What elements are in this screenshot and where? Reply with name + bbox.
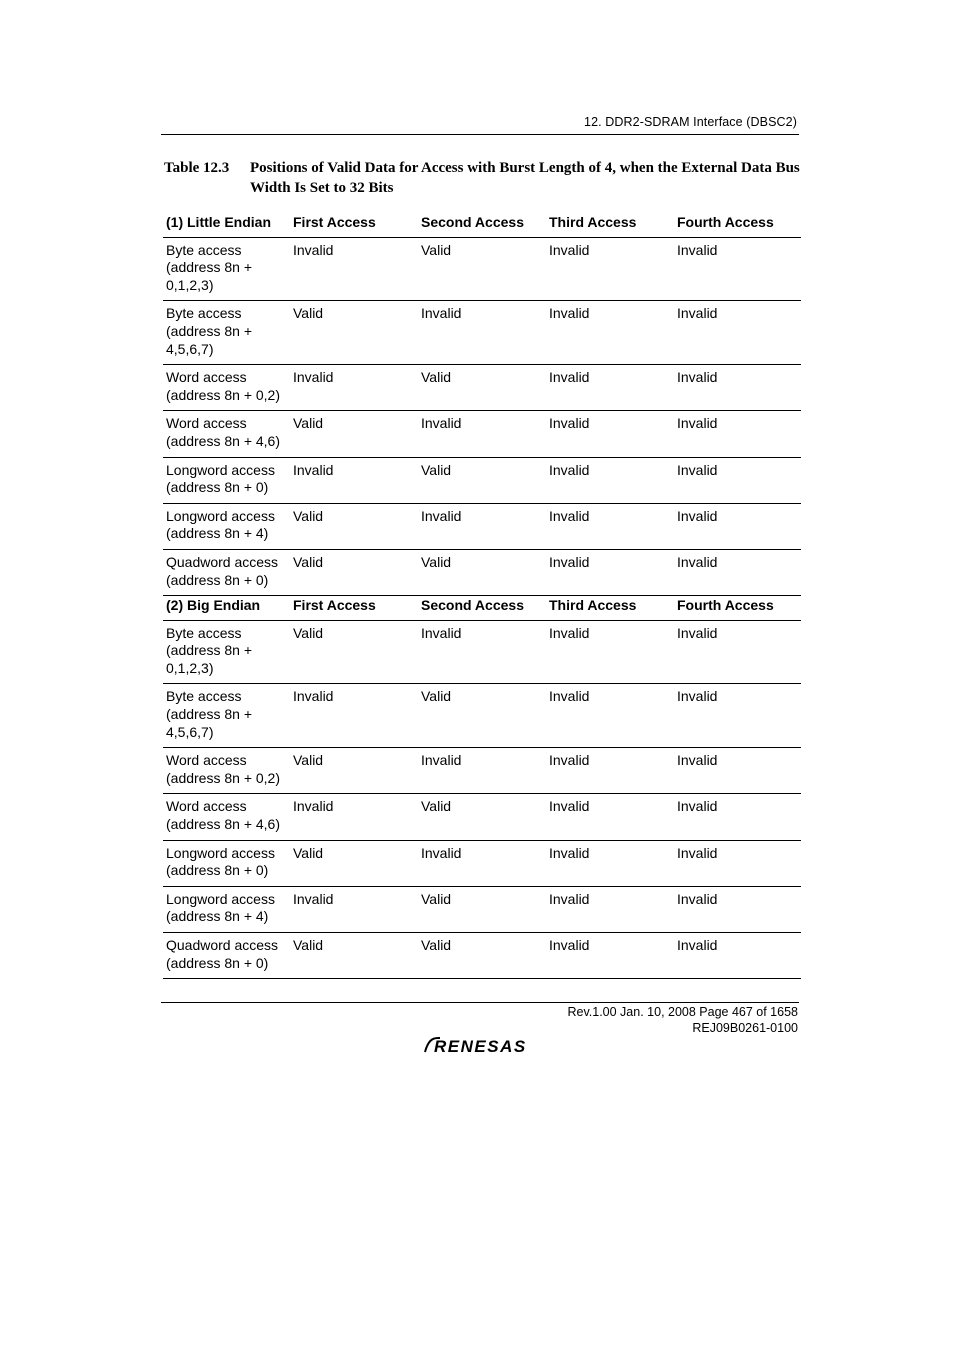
- validity-cell: Invalid: [674, 549, 801, 595]
- table-header-access: First Access: [290, 210, 418, 237]
- validity-cell: Invalid: [546, 794, 674, 840]
- validity-cell: Invalid: [546, 549, 674, 595]
- validity-cell: Valid: [418, 684, 546, 748]
- table-header-access: Third Access: [546, 593, 674, 620]
- access-type-cell: Word access (address 8n + 4,6): [163, 411, 290, 457]
- validity-cell: Invalid: [418, 748, 546, 794]
- validity-cell: Valid: [290, 620, 418, 684]
- validity-cell: Invalid: [418, 411, 546, 457]
- footer-revision: Rev.1.00 Jan. 10, 2008 Page 467 of 1658: [567, 1005, 798, 1019]
- validity-cell: Valid: [290, 411, 418, 457]
- validity-cell: Invalid: [674, 365, 801, 411]
- validity-cell: Invalid: [290, 684, 418, 748]
- validity-cell: Invalid: [546, 840, 674, 886]
- table-header-endian: (2) Big Endian: [163, 593, 290, 620]
- table-header-row: [163, 210, 801, 237]
- access-type-cell: Quadword access (address 8n + 0): [163, 549, 290, 595]
- validity-cell: Invalid: [546, 457, 674, 503]
- table-row: [163, 840, 801, 886]
- validity-cell: Invalid: [546, 237, 674, 301]
- validity-cell: Invalid: [418, 620, 546, 684]
- validity-cell: Invalid: [418, 503, 546, 549]
- table-header-access: Fourth Access: [674, 593, 801, 620]
- footer-doc-number: REJ09B0261-0100: [692, 1021, 798, 1035]
- access-type-cell: Byte access (address 8n + 0,1,2,3): [163, 620, 290, 684]
- access-type-cell: Word access (address 8n + 0,2): [163, 365, 290, 411]
- validity-cell: Invalid: [546, 365, 674, 411]
- validity-cell: Valid: [290, 549, 418, 595]
- validity-cell: Invalid: [674, 301, 801, 365]
- validity-cell: Invalid: [674, 794, 801, 840]
- access-type-cell: Longword access (address 8n + 4): [163, 503, 290, 549]
- table-row: [163, 932, 801, 978]
- validity-cell: Invalid: [674, 620, 801, 684]
- table-header-endian: (1) Little Endian: [163, 210, 290, 237]
- validity-cell: Valid: [418, 932, 546, 978]
- table-header-access: Third Access: [546, 210, 674, 237]
- validity-cell: Invalid: [546, 411, 674, 457]
- table-number: Table 12.3: [164, 160, 230, 176]
- access-type-cell: Quadword access (address 8n + 0): [163, 932, 290, 978]
- table-row: [163, 237, 801, 301]
- table-title: Positions of Valid Data for Access with Burst Length of 4, when the External Data Bus Width Is Set to 32 Bits: [250, 160, 800, 196]
- access-type-cell: Longword access (address 8n + 4): [163, 886, 290, 932]
- validity-cell: Invalid: [418, 840, 546, 886]
- validity-cell: Invalid: [674, 237, 801, 301]
- renesas-logo: [422, 1033, 542, 1062]
- validity-cell: Valid: [290, 840, 418, 886]
- validity-cell: Invalid: [546, 932, 674, 978]
- table-row: [163, 748, 801, 794]
- validity-cell: Invalid: [290, 237, 418, 301]
- table-header-access: Second Access: [418, 210, 546, 237]
- access-type-cell: Byte access (address 8n + 4,5,6,7): [163, 301, 290, 365]
- validity-cell: Invalid: [546, 301, 674, 365]
- table-header-access: First Access: [290, 593, 418, 620]
- validity-cell: Valid: [290, 301, 418, 365]
- validity-cell: Invalid: [290, 457, 418, 503]
- validity-cell: Valid: [418, 794, 546, 840]
- validity-cell: Valid: [290, 748, 418, 794]
- validity-cell: Invalid: [290, 886, 418, 932]
- validity-cell: Invalid: [546, 748, 674, 794]
- table-header-access: Second Access: [418, 593, 546, 620]
- access-type-cell: Byte access (address 8n + 4,5,6,7): [163, 684, 290, 748]
- table-row: [163, 886, 801, 932]
- access-type-cell: Word access (address 8n + 4,6): [163, 794, 290, 840]
- validity-cell: Invalid: [674, 684, 801, 748]
- validity-cell: Invalid: [290, 365, 418, 411]
- logo-wordmark: RENESAS: [434, 1037, 527, 1056]
- table-header-access: Fourth Access: [674, 210, 801, 237]
- footer-divider: [161, 1002, 799, 1003]
- validity-cell: Valid: [418, 549, 546, 595]
- validity-cell: Invalid: [674, 840, 801, 886]
- little-endian-table: [163, 210, 801, 596]
- renesas-logo-icon: [422, 1033, 542, 1057]
- table-row: [163, 503, 801, 549]
- validity-cell: Invalid: [674, 503, 801, 549]
- validity-cell: Invalid: [674, 932, 801, 978]
- table-row: [163, 301, 801, 365]
- page-header-section: 12. DDR2-SDRAM Interface (DBSC2): [584, 115, 797, 129]
- access-type-cell: Word access (address 8n + 0,2): [163, 748, 290, 794]
- table-row: [163, 411, 801, 457]
- access-type-cell: Longword access (address 8n + 0): [163, 457, 290, 503]
- validity-cell: Valid: [290, 932, 418, 978]
- table-row: [163, 684, 801, 748]
- table-header-row: [163, 593, 801, 620]
- table-row: [163, 457, 801, 503]
- validity-cell: Invalid: [674, 748, 801, 794]
- validity-cell: Valid: [290, 503, 418, 549]
- big-endian-table: [163, 593, 801, 979]
- validity-cell: Invalid: [674, 886, 801, 932]
- validity-cell: Valid: [418, 237, 546, 301]
- access-type-cell: Longword access (address 8n + 0): [163, 840, 290, 886]
- table-row: [163, 620, 801, 684]
- validity-cell: Invalid: [546, 503, 674, 549]
- validity-cell: Valid: [418, 365, 546, 411]
- access-type-cell: Byte access (address 8n + 0,1,2,3): [163, 237, 290, 301]
- validity-cell: Invalid: [546, 684, 674, 748]
- validity-cell: Valid: [418, 457, 546, 503]
- validity-cell: Invalid: [674, 457, 801, 503]
- validity-cell: Invalid: [546, 886, 674, 932]
- validity-cell: Invalid: [290, 794, 418, 840]
- validity-cell: Invalid: [418, 301, 546, 365]
- validity-cell: Invalid: [674, 411, 801, 457]
- table-row: [163, 365, 801, 411]
- table-row: [163, 549, 801, 595]
- header-divider: [161, 134, 799, 135]
- validity-cell: Valid: [418, 886, 546, 932]
- validity-cell: Invalid: [546, 620, 674, 684]
- table-row: [163, 794, 801, 840]
